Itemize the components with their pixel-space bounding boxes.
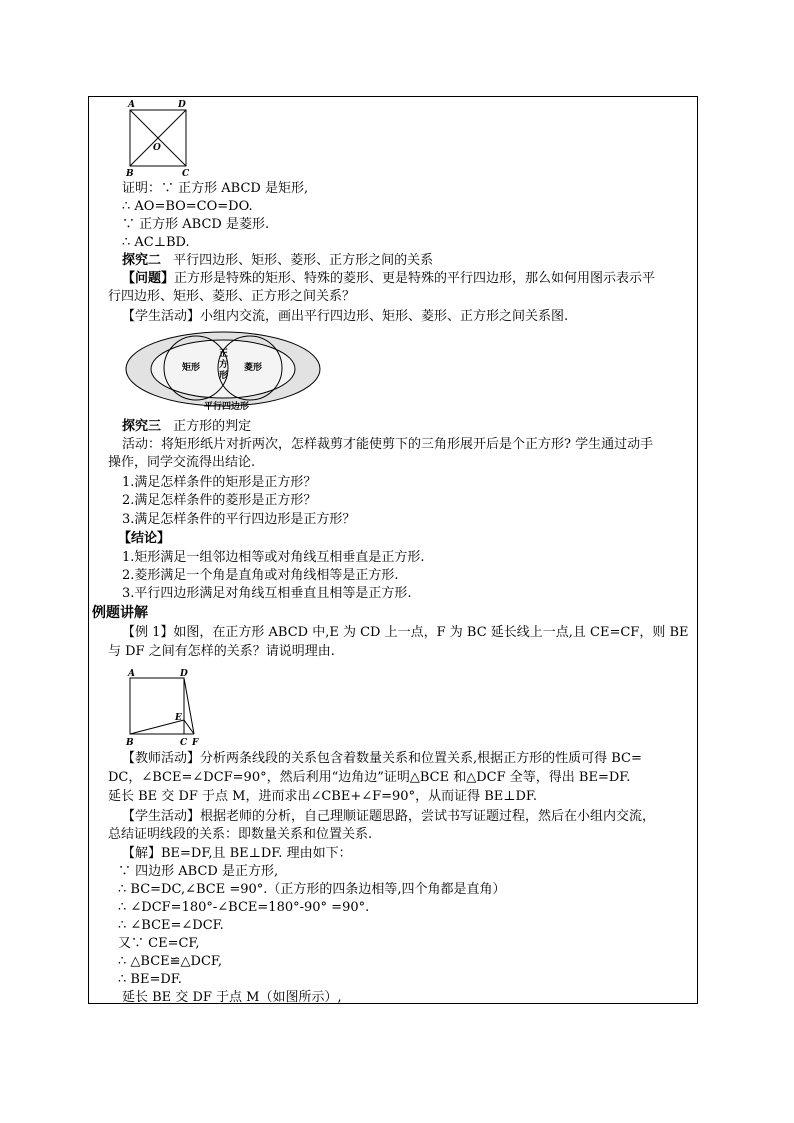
student-activity-1-text: 小组内交流，画出平行四边形、矩形、菱形、正方形之间关系图. <box>200 309 569 324</box>
conclusion-item-1: 1.矩形满足一组邻边相等或对角线互相垂直是正方形. <box>122 550 425 565</box>
venn-square-char-3: 形 <box>219 371 229 381</box>
question-item-1: 1.满足怎样条件的矩形是正方形？ <box>122 475 317 490</box>
solution-line-7: ∴ △BCE≌△DCF, <box>118 954 223 969</box>
venn-outer-label: 平行四边形 <box>204 402 250 412</box>
activity-line-2: 操作，同学交流得出结论. <box>108 455 256 470</box>
fig2-label-f: F <box>192 738 199 748</box>
fig2-label-c: C <box>180 738 188 748</box>
proof-line-4: ∴ AC⊥BD. <box>122 235 190 250</box>
teacher-activity-line-2: DC，∠BCE=∠DCF=90°，然后利用“边角边”证明△BCE 和△DCF 全等，得出 BE=DF. <box>108 770 631 785</box>
explore2-heading: 探究二 <box>122 253 162 268</box>
conclusion-item-2: 2.菱形满足一个角是直角或对角线相等是正方形. <box>122 568 399 583</box>
example-square-figure <box>120 668 210 748</box>
solution-line-5: ∴ ∠BCE=∠DCF. <box>118 918 224 933</box>
teacher-activity-line-3: 延长 BE 交 DF 于点 M，进而求出∠CBE+∠F=90°，从而证得 BE⊥DF. <box>108 789 538 804</box>
fig1-label-o: O <box>153 143 161 153</box>
explore3-title: 正方形的判定 <box>173 419 252 434</box>
fig2-label-b: B <box>126 738 134 748</box>
solution-line-1: 【解】BE=DF,且 BE⊥DF. 理由如下： <box>122 846 352 861</box>
solution-line-6: 又∵ CE=CF, <box>118 936 200 951</box>
venn-rhombus-label: 菱形 <box>244 363 263 373</box>
question-line-1 <box>122 270 655 288</box>
fig2-label-e: E <box>175 713 182 723</box>
question-text-1: 正方形是特殊的矩形、特殊的菱形、更是特殊的平行四边形，那么如何用图示表示平 <box>174 271 656 286</box>
proof-line-2: ∴ AO=BO=CO=DO. <box>122 199 253 214</box>
fig2-label-a: A <box>128 669 135 679</box>
solution-line-2: ∵ 四边形 ABCD 是正方形, <box>118 864 279 879</box>
example1-line-1: 【例 1】如图，在正方形 ABCD 中,E 为 CD 上一点，F 为 BC 延长线上一点,且 CE=CF，则 BE <box>122 625 689 640</box>
fig1-label-a: A <box>128 100 135 110</box>
explore3-heading-line <box>122 418 251 436</box>
activity-line-1: 活动：将矩形纸片对折两次，怎样裁剪才能使剪下的三角形展开后是个正方形? 学生通过动手 <box>122 437 654 452</box>
explore2-title: 平行四边形、矩形、菱形、正方形之间的关系 <box>173 253 434 268</box>
question-tag: 【问题】 <box>122 271 175 286</box>
solution-line-9: 延长 BE 交 DF 于点 M（如图所示）, <box>122 990 342 1005</box>
conclusion-tag: 【结论】 <box>118 531 171 546</box>
venn-square-char-1: 正 <box>219 349 229 359</box>
student-activity-1-tag: 【学生活动】 <box>122 309 201 324</box>
explore2-heading-line <box>122 252 433 270</box>
teacher-activity-line-1: 【教师活动】分析两条线段的关系包含着数量关系和位置关系,根据正方形的性质可得 BC= <box>122 751 642 766</box>
venn-rect-label: 矩形 <box>182 363 201 373</box>
student-activity-2-line-1: 【学生活动】根据老师的分析，自己理顺证题思路，尝试书写证题过程，然后在小组内交流， <box>122 809 656 824</box>
fig1-label-d: D <box>178 100 186 110</box>
fig2-label-d: D <box>180 669 188 679</box>
explore3-heading: 探究三 <box>122 419 162 434</box>
quadrilateral-venn-figure <box>124 330 324 416</box>
fig1-label-b: B <box>126 169 134 178</box>
solution-line-3: ∴ BC=DC,∠BCE =90°.（正方形的四条边相等,四个角都是直角） <box>118 882 506 897</box>
question-item-3: 3.满足怎样条件的平行四边形是正方形？ <box>122 512 356 527</box>
solution-line-4: ∴ ∠DCF=180°-∠BCE=180°-90° =90°. <box>118 900 370 915</box>
example1-line-2: 与 DF 之间有怎样的关系？请说明理由. <box>108 644 335 659</box>
proof-line-3: ∵ 正方形 ABCD 是菱形. <box>122 217 270 232</box>
fig1-label-c: C <box>182 169 190 178</box>
solution-line-8: ∴ BE=DF. <box>118 972 182 987</box>
student-activity-2-line-2: 总结证明线段的关系：即数量关系和位置关系. <box>108 827 373 842</box>
proof-line-1: 证明：∵ 正方形 ABCD 是矩形, <box>122 181 309 196</box>
question-item-2: 2.满足怎样条件的菱形是正方形？ <box>122 493 317 508</box>
example-heading: 例题讲解 <box>92 605 148 621</box>
student-activity-1 <box>122 308 568 326</box>
question-line-2: 行四边形、矩形、菱形、正方形之间关系？ <box>108 289 356 304</box>
venn-square-char-2: 方 <box>219 360 229 370</box>
square-diagonals-figure <box>118 98 198 178</box>
conclusion-item-3: 3.平行四边形满足对角线互相垂直且相等是正方形. <box>122 586 412 601</box>
